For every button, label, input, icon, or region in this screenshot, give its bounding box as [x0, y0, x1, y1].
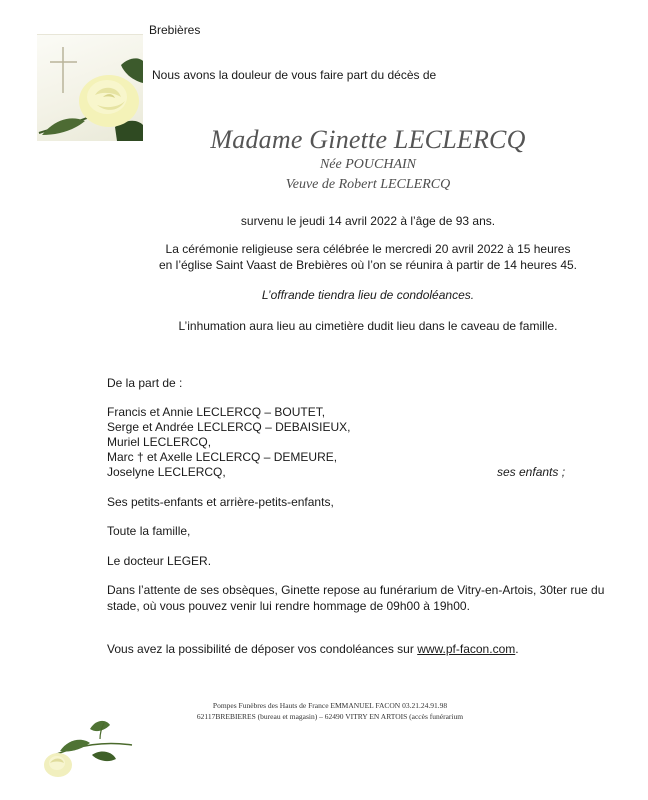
intro-text: Nous avons la douleur de vous faire part du décès de: [152, 68, 437, 82]
offering-text: L’offrande tiendra lieu de condoléances.: [261, 288, 475, 302]
condolences-label: Vous avez la possibilité de déposer vos condoléances sur: [107, 642, 418, 656]
condolences-end: .: [515, 642, 519, 656]
widow-of: Veuve de Robert LECLERCQ: [285, 177, 451, 192]
children-list: [107, 405, 350, 480]
children-label: ses enfants ;: [497, 465, 566, 479]
condolences-link[interactable]: www.pf-facon.com: [417, 642, 516, 656]
town-name: Brebières: [149, 23, 201, 37]
ceremony-text-line2: en l’église Saint Vaast de Brebières où l’on se réunira à partir de 14 heures 45.: [158, 258, 578, 272]
condolences-text: [107, 642, 519, 656]
child-entry: Serge et Andrée LECLERCQ – DEBAISIEUX,: [107, 420, 351, 434]
child-entry: Joselyne LECLERCQ,: [107, 465, 226, 479]
footer-company: Pompes Funèbres des Hauts de France EMMANUEL FACON 03.21.24.91.98: [212, 701, 448, 710]
child-entry: Francis et Annie LECLERCQ – BOUTET,: [107, 405, 326, 419]
grandchildren-text: Ses petits-enfants et arrière-petits-enfants,: [107, 495, 334, 509]
death-date-text: survenu le jeudi 14 avril 2022 à l’âge de 93 ans.: [240, 214, 496, 228]
doctor-text: Le docteur LEGER.: [107, 554, 212, 568]
child-entry: Marc † et Axelle LECLERCQ – DEMEURE,: [107, 450, 338, 464]
maiden-name: Née POUCHAIN: [319, 157, 417, 172]
ceremony-text-line1: La cérémonie religieuse sera célébrée le mercredi 20 avril 2022 à 15 heures: [165, 242, 571, 256]
burial-text: L’inhumation aura lieu au cimetière dudit lieu dans le caveau de famille.: [178, 319, 558, 333]
funerarium-text-line2: stade, où vous pouvez venir lui rendre hommage de 09h00 à 19h00.: [107, 599, 470, 613]
from-label: De la part de :: [107, 376, 183, 390]
funerarium-text-line1: Dans l’attente de ses obsèques, Ginette repose au funérarium de Vitry-en-Artois, 30ter rue du: [107, 583, 605, 597]
deceased-name: Madame Ginette LECLERCQ: [210, 125, 526, 154]
whole-family-text: Toute la famille,: [107, 524, 191, 538]
footer-address: 62117BREBIERES (bureau et magasin) – 62490 VITRY EN ARTOIS (accès funérarium: [196, 712, 464, 721]
child-entry: Muriel LECLERCQ,: [107, 435, 212, 449]
rose-icon: [40, 715, 140, 785]
